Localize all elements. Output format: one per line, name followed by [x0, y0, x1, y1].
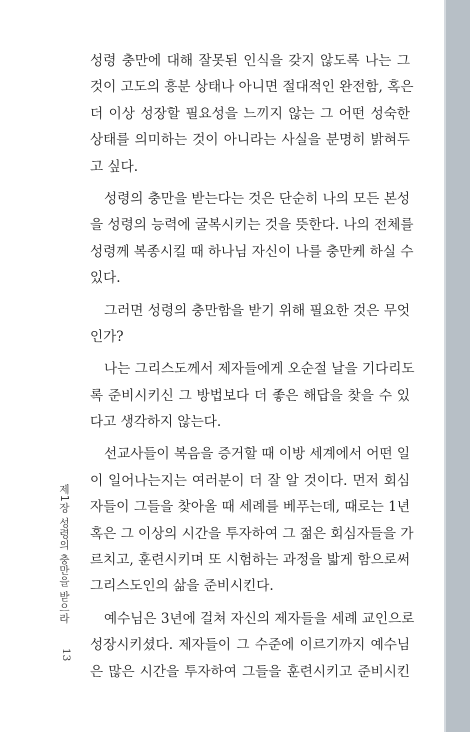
text-line: 선교사들이 복음을 증거할 때 이방 세계에서 어떤 일	[104, 446, 411, 463]
text-line: 르치고, 훈련시키며 또 시험하는 과정을 밟게 함으로써	[90, 552, 410, 569]
text-line: 그러면 성령의 충만함을 받기 위해 필요한 것은 무엇	[104, 302, 411, 319]
paragraph	[90, 356, 415, 435]
text-line: 나는 그리스도께서 제자들에게 오순절 날을 기다리도	[104, 361, 415, 378]
text-line: 록 준비시키신 그 방법보다 더 좋은 해답을 찾을 수 있	[90, 387, 410, 404]
text-line: 혹은 그 이상의 시간을 투자하여 그 젊은 회심자들을 가	[90, 525, 414, 542]
text-line: 성령의 충만을 받는다는 것은 단순히 나의 모든 본성	[104, 190, 411, 207]
text-line: 고 싶다.	[90, 158, 139, 175]
text-line: 다고 생각하지 않는다.	[90, 414, 222, 431]
body-text	[90, 48, 415, 685]
page-edge-strip	[444, 0, 470, 732]
text-line: 상태를 의미하는 것이 아니라는 사실을 분명히 밝혀두	[90, 132, 410, 149]
paragraph	[90, 298, 410, 351]
paragraph	[90, 48, 414, 180]
running-header: 제1장 성령의 충만을 받으라	[58, 484, 70, 624]
text-line: 예수님은 3년에 걸쳐 자신의 제자들을 세례 교인으로	[104, 610, 415, 627]
text-line: 자들이 그들을 찾아올 때 세례를 베푸는데, 때로는 1년	[90, 499, 410, 516]
text-line: 성장시키셨다. 제자들이 그 수준에 이르기까지 예수님	[90, 637, 410, 654]
text-line: 그리스도인의 삶을 준비시킨다.	[90, 578, 274, 595]
text-line: 이 일어나는지는 여러분이 더 잘 알 것이다. 먼저 회심	[90, 472, 410, 489]
page-number: 13	[60, 648, 72, 662]
paragraph	[90, 186, 414, 292]
text-line: 성령께 복종시킬 때 하나님 자신이 나를 충만케 하실 수	[90, 243, 414, 260]
text-line: 더 이상 성장할 필요성을 느끼지 않는 그 어떤 성숙한	[90, 105, 410, 122]
text-line: 은 많은 시간을 투자하여 그들을 훈련시키고 준비시킨	[90, 663, 410, 680]
text-line: 성령 충만에 대해 잘못된 인식을 갖지 않도록 나는 그	[90, 53, 410, 69]
text-line: 인가?	[90, 328, 124, 345]
text-line: 을 성령의 능력에 굴복시키는 것을 뜻한다. 나의 전체를	[90, 217, 414, 234]
paragraph	[90, 441, 414, 599]
paragraph	[90, 606, 415, 685]
text-line: 것이 고도의 흥분 상태나 아니면 절대적인 완전함, 혹은	[90, 79, 414, 96]
text-line: 있다.	[90, 270, 121, 287]
